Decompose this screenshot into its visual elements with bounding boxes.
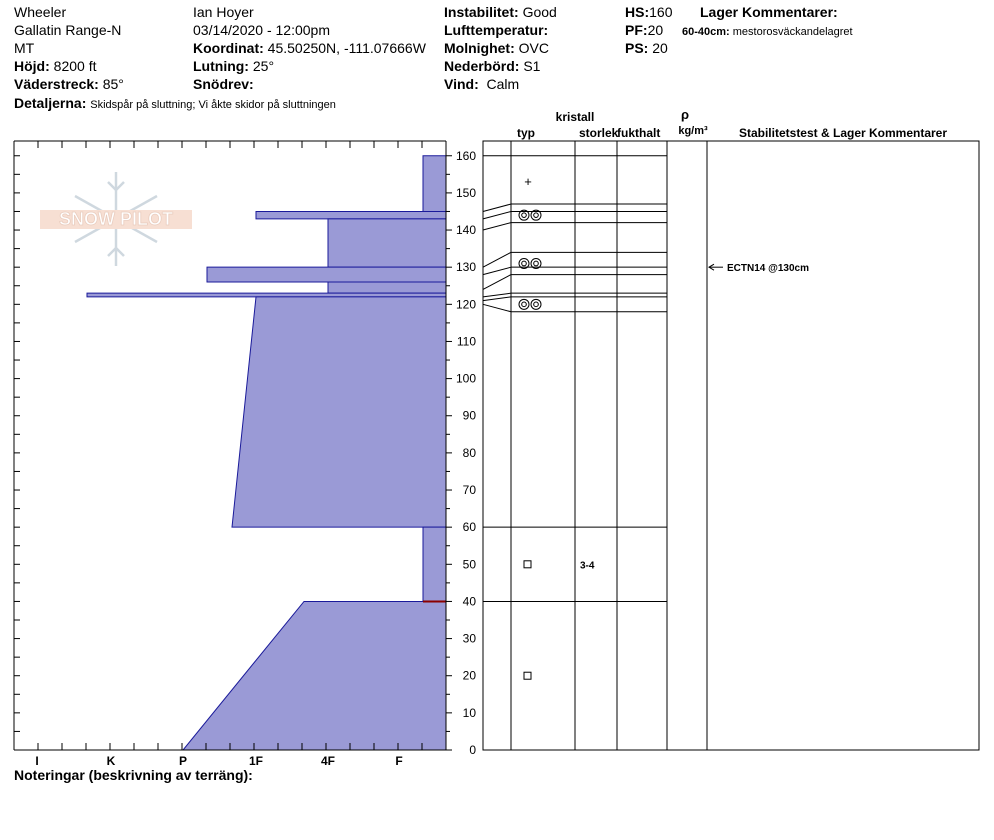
hardness-layer [328, 219, 446, 267]
depth-label: 80 [462, 445, 476, 460]
precipitation-value: S1 [523, 58, 541, 74]
pf-label: PF: [625, 22, 648, 38]
terrain-notes-label: Noteringar (beskrivning av terräng): [14, 767, 253, 783]
layer-connector [483, 304, 511, 311]
depth-label: 150 [455, 185, 476, 200]
hardness-layer [328, 282, 446, 293]
grain-size-label: 3-4 [580, 560, 595, 572]
elevation-value: 8200 ft [53, 58, 97, 74]
hardness-layer [87, 293, 446, 297]
depth-label: 50 [462, 557, 476, 572]
column-size: storlek [579, 126, 619, 140]
hardness-layer [183, 601, 446, 750]
layer-comment-range: 60-40cm: [682, 26, 730, 38]
table-frame [483, 141, 979, 750]
depth-label: 60 [462, 520, 476, 535]
column-crystal: kristall [555, 110, 595, 124]
layer-connector [483, 252, 511, 267]
depth-label: 120 [455, 297, 476, 312]
observer: Ian Hoyer [193, 4, 254, 20]
air-temp-label: Lufttemperatur: [444, 22, 549, 38]
grain-rounded-icon [531, 299, 541, 309]
cloudiness-label: Molnighet: [444, 40, 515, 56]
watermark-text: SNOW PILOT [59, 209, 173, 229]
slope-label: Lutning: [193, 58, 249, 74]
instability-label: Instabilitet: [444, 4, 519, 20]
date-time: 03/14/2020 - 12:00pm [193, 22, 330, 38]
layer-connector [483, 223, 511, 230]
layer-connector [483, 293, 511, 297]
grain-faceted-icon [524, 561, 531, 568]
snow-drift-label: Snödrev: [193, 76, 254, 92]
depth-label: 90 [462, 408, 476, 423]
wind-value: Calm [486, 76, 520, 92]
pf-value: 20 [647, 22, 664, 38]
grain-rounded-icon [519, 299, 529, 309]
aspect-value: 85° [102, 76, 124, 92]
column-moisture: fukthalt [617, 126, 661, 140]
column-stability: Stabilitetstest & Lager Kommentarer [738, 126, 948, 140]
grain-rounded-inner-icon [534, 302, 539, 307]
depth-label: 30 [462, 631, 476, 646]
stability-test-label: ECTN14 @130cm [727, 263, 810, 275]
depth-label: 0 [469, 743, 476, 757]
hardness-label: 1F [248, 754, 264, 768]
coordinates-value: 45.50250N, -111.07666W [267, 40, 426, 56]
site-name: Wheeler [14, 4, 67, 20]
grain-rounded-inner-icon [534, 261, 539, 266]
ps-value: 20 [652, 40, 668, 56]
depth-label: 130 [455, 260, 476, 275]
column-type: typ [517, 126, 535, 140]
aspect-label: Väderstreck: [14, 76, 99, 92]
grain-faceted-icon [524, 672, 531, 679]
details-value: Skidspår på sluttning; Vi åkte skidor på sluttningen [90, 99, 336, 111]
depth-label: 70 [462, 483, 476, 498]
coordinates-label: Koordinat: [193, 40, 264, 56]
grain-type-symbols [519, 174, 595, 679]
layer-connector [483, 267, 511, 274]
range-name: Gallatin Range-N [14, 22, 122, 38]
wind-label: Vind: [444, 76, 479, 92]
depth-label: 40 [462, 594, 476, 609]
layer-connector [483, 211, 511, 218]
depth-axis [446, 141, 476, 757]
slope-value: 25° [252, 58, 275, 74]
elevation-label: Höjd: [14, 58, 50, 74]
instability-value: Good [522, 4, 557, 20]
layer-comments-title: Lager Kommentarer: [700, 4, 838, 20]
hardness-label: P [178, 754, 188, 768]
depth-label: 160 [455, 148, 476, 163]
details-label: Detaljerna: [14, 95, 87, 111]
hardness-label: F [395, 754, 403, 768]
precipitation-label: Nederbörd: [444, 58, 520, 74]
grain-newsnow-icon: + [524, 173, 532, 189]
hardness-label: I [35, 754, 39, 768]
depth-label: 10 [462, 705, 476, 720]
stability-tests [709, 263, 809, 274]
depth-label: 140 [455, 223, 476, 238]
depth-label: 110 [456, 334, 476, 349]
hardness-label: K [106, 754, 116, 768]
depth-label: 20 [462, 668, 476, 683]
layer-grid [483, 141, 979, 750]
grain-rounded-inner-icon [534, 213, 539, 218]
layer-comment-text: mestorosväckandelagret [732, 26, 853, 38]
column-rho: ρ [680, 107, 690, 122]
hardness-layer [207, 267, 446, 282]
hardness-layer [423, 527, 446, 601]
hs-value: 160 [649, 4, 673, 20]
cloudiness-value: OVC [518, 40, 549, 56]
hardness-label: 4F [320, 754, 336, 768]
hardness-layer [423, 156, 446, 212]
layer-connector [483, 275, 511, 290]
grain-rounded-inner-icon [522, 302, 527, 307]
ps-label: PS: [625, 40, 649, 56]
layer-connector [483, 204, 511, 211]
hardness-layer [232, 297, 446, 527]
hardness-profile [87, 156, 446, 750]
snowpilot-watermark [40, 172, 192, 266]
column-density-unit: kg/m³ [678, 125, 708, 137]
state-name: MT [14, 40, 35, 56]
hs-label: HS: [625, 4, 650, 20]
grain-rounded-inner-icon [522, 213, 527, 218]
hardness-axis-labels [35, 754, 402, 768]
layer-connector [483, 297, 511, 301]
hardness-layer [256, 211, 446, 218]
depth-label: 100 [455, 371, 476, 386]
grain-rounded-inner-icon [522, 261, 527, 266]
